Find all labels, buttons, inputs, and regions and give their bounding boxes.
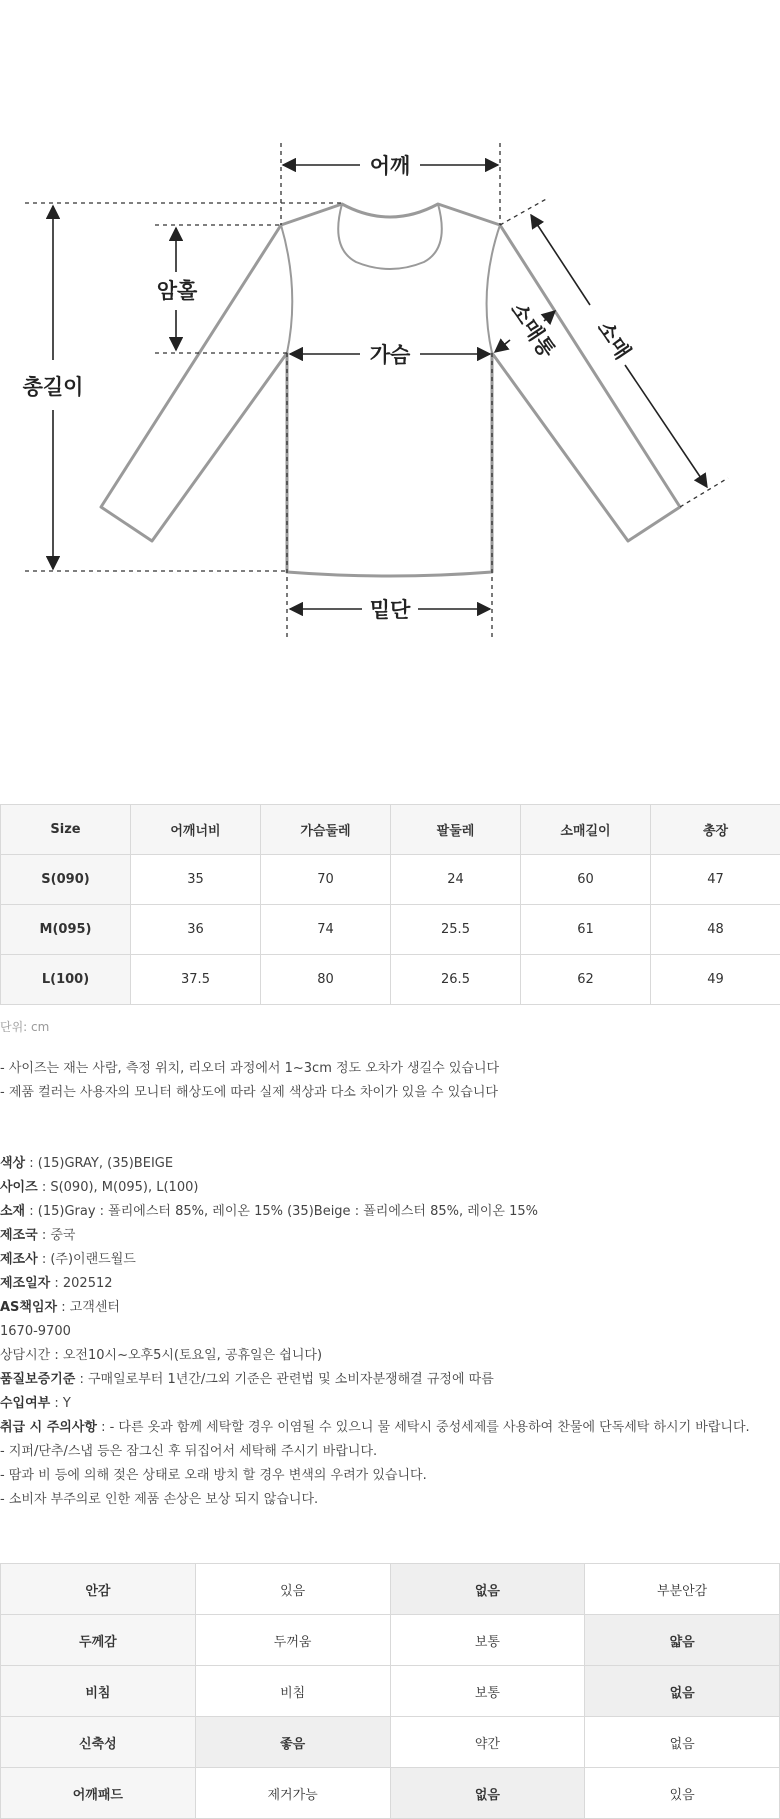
info-value: : 중국 <box>37 1228 76 1243</box>
header-cell: Size <box>1 805 131 855</box>
attribute-row <box>1 1564 780 1615</box>
table-row <box>1 855 780 905</box>
attribute-name: 두께감 <box>1 1615 196 1666</box>
attribute-row <box>1 1717 780 1768</box>
header-cell: 소매길이 <box>521 805 651 855</box>
info-as <box>0 1296 780 1320</box>
table-cell: 61 <box>521 905 651 955</box>
chest-label: 가슴 <box>369 343 411 367</box>
attribute-option: 제거가능 <box>195 1768 390 1819</box>
table-cell: 49 <box>651 955 780 1005</box>
shoulder-label: 어깨 <box>369 154 411 178</box>
table-cell: 37.5 <box>131 955 261 1005</box>
table-cell: 60 <box>521 855 651 905</box>
size-notes <box>0 1057 499 1105</box>
attribute-table <box>0 1563 780 1819</box>
attribute-name: 신축성 <box>1 1717 196 1768</box>
info-color <box>0 1152 780 1176</box>
info-value: : 202512 <box>50 1276 113 1291</box>
table-cell: 24 <box>391 855 521 905</box>
info-value: : 구매일로부터 1년간/그외 기준은 관련법 및 소비자분쟁해결 규정에 따름 <box>75 1372 494 1387</box>
attribute-row <box>1 1666 780 1717</box>
info-value: : (15)GRAY, (35)BEIGE <box>25 1156 174 1171</box>
info-label: 제조일자 <box>0 1276 51 1291</box>
table-cell: 35 <box>131 855 261 905</box>
info-phone: 1670-9700 <box>0 1324 71 1339</box>
attribute-row <box>1 1615 780 1666</box>
info-label: 제조사 <box>0 1252 38 1267</box>
table-row <box>1 955 780 1005</box>
table-cell: 36 <box>131 905 261 955</box>
table-cell: 74 <box>261 905 391 955</box>
info-value: : (15)Gray : 폴리에스터 85%, 레이온 15% (35)Beige : 폴리에스터 85%, 레이온 15% <box>25 1204 538 1219</box>
attribute-name: 비침 <box>1 1666 196 1717</box>
table-cell: 48 <box>651 905 780 955</box>
care-line: - 지퍼/단추/스냅 등은 잠그신 후 뒤집어서 세탁해 주시기 바랍니다. <box>0 1444 378 1459</box>
header-cell: 어깨너비 <box>131 805 261 855</box>
table-cell: 62 <box>521 955 651 1005</box>
header-cell: 팔둘레 <box>391 805 521 855</box>
attribute-option: 비침 <box>195 1666 390 1717</box>
size-name-cell: S(090) <box>1 855 131 905</box>
attribute-option: 없음 <box>585 1666 780 1717</box>
attribute-name: 안감 <box>1 1564 196 1615</box>
care-line: - 소비자 부주의로 인한 제품 손상은 보상 되지 않습니다. <box>0 1492 319 1507</box>
unit-note: 단위: cm <box>0 1020 50 1034</box>
attribute-option: 있음 <box>585 1768 780 1819</box>
info-label: 제조국 <box>0 1228 38 1243</box>
total-length-label: 총길이 <box>22 375 84 399</box>
sleeve-label: 소매 <box>592 316 636 364</box>
info-maker <box>0 1248 780 1272</box>
attribute-option: 부분안감 <box>585 1564 780 1615</box>
size-table <box>0 804 780 1005</box>
care-line: - 땀과 비 등에 의해 젖은 상태로 오래 방치 할 경우 변색의 우려가 있습니다. <box>0 1468 427 1483</box>
header-cell: 가슴둘레 <box>261 805 391 855</box>
info-label: 소재 <box>0 1204 26 1219</box>
size-name-cell: L(100) <box>1 955 131 1005</box>
size-name-cell: M(095) <box>1 905 131 955</box>
info-label: 수입여부 <box>0 1396 51 1411</box>
info-label: 품질보증기준 <box>0 1372 76 1387</box>
size-measurement-diagram <box>0 0 780 790</box>
attribute-option: 보통 <box>390 1615 585 1666</box>
attribute-option: 없음 <box>390 1768 585 1819</box>
shirt-outline <box>101 204 680 576</box>
header-cell: 총장 <box>651 805 780 855</box>
info-label: 색상 <box>0 1156 26 1171</box>
table-cell: 26.5 <box>391 955 521 1005</box>
attribute-option: 없음 <box>585 1717 780 1768</box>
attribute-name: 어깨패드 <box>1 1768 196 1819</box>
info-value: : S(090), M(095), L(100) <box>37 1180 199 1195</box>
info-warranty <box>0 1368 780 1392</box>
info-value: : (주)이랜드월드 <box>37 1252 136 1267</box>
table-cell: 80 <box>261 955 391 1005</box>
info-label: 사이즈 <box>0 1180 38 1195</box>
table-cell: 25.5 <box>391 905 521 955</box>
attribute-option: 있음 <box>195 1564 390 1615</box>
attribute-row <box>1 1768 780 1819</box>
info-value: : Y <box>50 1396 71 1411</box>
info-value: : 고객센터 <box>57 1300 120 1315</box>
product-info <box>0 1152 780 1512</box>
info-date <box>0 1272 780 1296</box>
attribute-option: 보통 <box>390 1666 585 1717</box>
info-hours: 상담시간 : 오전10시~오후5시(토요일, 공휴일은 쉽니다) <box>0 1348 323 1363</box>
attribute-option: 얇음 <box>585 1615 780 1666</box>
size-table-header <box>1 805 780 855</box>
info-material <box>0 1200 780 1224</box>
info-label: AS책임자 <box>0 1300 58 1315</box>
attribute-option: 두꺼움 <box>195 1615 390 1666</box>
attribute-option: 좋음 <box>195 1717 390 1768</box>
info-label: 취급 시 주의사항 <box>0 1420 97 1435</box>
hem-label: 밑단 <box>369 598 411 622</box>
attribute-option: 약간 <box>390 1717 585 1768</box>
measurement-arrows <box>53 165 707 609</box>
sleeve-width-label: 소매통 <box>505 298 560 363</box>
attribute-option: 없음 <box>390 1564 585 1615</box>
table-cell: 70 <box>261 855 391 905</box>
armhole-label: 암홀 <box>156 279 198 303</box>
info-size <box>0 1176 780 1200</box>
info-country <box>0 1224 780 1248</box>
table-row <box>1 905 780 955</box>
note-line: - 제품 컬러는 사용자의 모니터 해상도에 따라 실제 색상과 다소 차이가 있을 수 있습니다 <box>0 1085 498 1100</box>
table-cell: 47 <box>651 855 780 905</box>
note-line: - 사이즈는 재는 사람, 측정 위치, 리오더 과정에서 1~3cm 정도 오차가 생길수 있습니다 <box>0 1061 500 1076</box>
info-value: : - 다른 옷과 함께 세탁할 경우 이염될 수 있으니 물 세탁시 중성세제를 사용하여 찬물에 단독세탁 하시기 바랍니다. <box>96 1420 750 1435</box>
info-care <box>0 1416 780 1440</box>
info-import <box>0 1392 780 1416</box>
